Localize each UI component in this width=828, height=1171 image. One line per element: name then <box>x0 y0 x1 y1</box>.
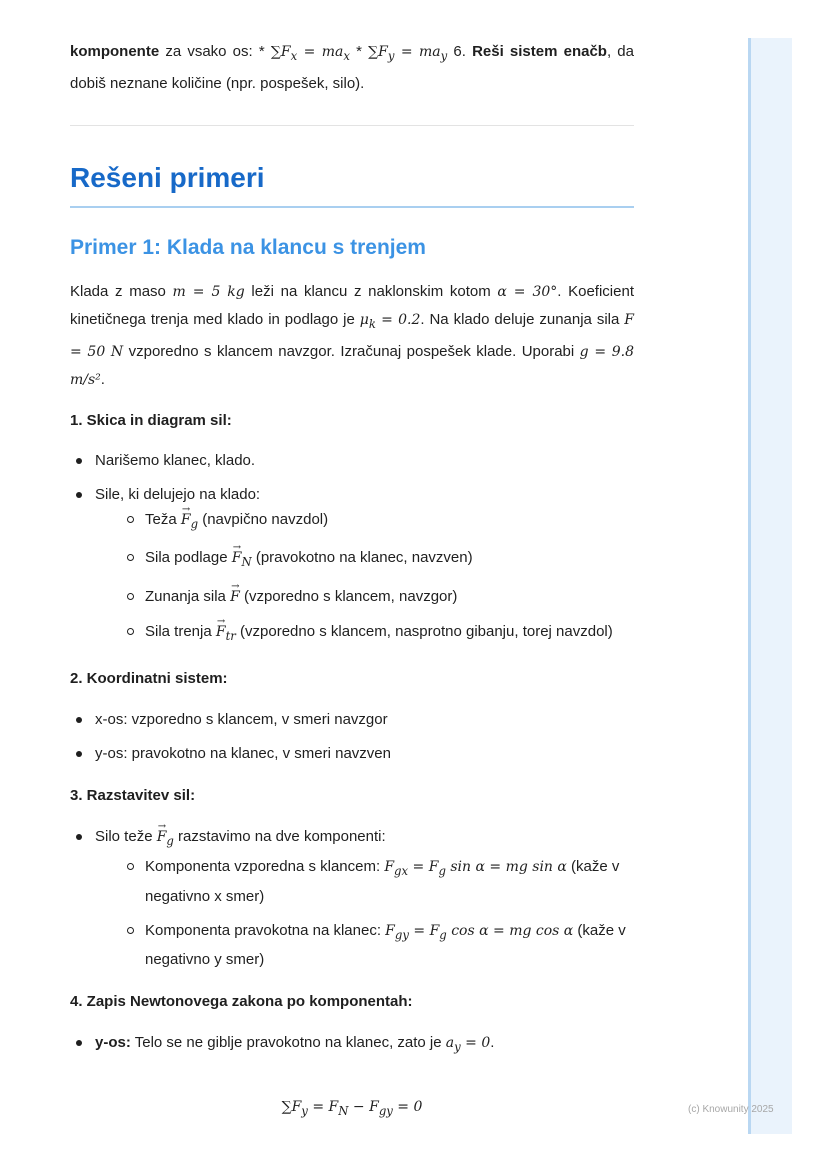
problem-paragraph: Klada z maso m = 5 kg leži na klancu z naklonskim kotom α = 30°. Koeficient kinetičnega trenja med klado in podlago je $\mu_k = 0.2$. Na klado deluje zunanja sila F = 50 N vzporedno s klancem navzgor. Izračunaj pospešek klade. Uporabi g = 9.8 m/s². <box>70 282 635 388</box>
list-item: Komponenta pravokotna na klanec: $F_{gy} = F_g$ cos α = mg cos α (kaže v negativno y smer) <box>95 918 634 973</box>
side-panel <box>748 38 792 1134</box>
acceleration-y-equation: $a_y = 0$ <box>445 1035 491 1055</box>
list-item: Sile, ki delujejo na klado: Teža → $F_g$ (navpično navzdol) Sila podlage → $F_N$ (pravokotno na klanec, navzven) Zunanja sila → F (vzporedno s klancem, navzgor) Sila trenja → $F_{tr}$ (vzporedno s klancem, nasprotno gibanju, torej navzdol) <box>70 482 634 649</box>
newton-y-equation: $\sum F_y = F_N - F_{gy} = 0$ <box>281 1099 423 1118</box>
list-item: Narišemo klanec, klado. <box>70 448 634 473</box>
intro-text-4: , da dobiš neznane količine (npr. pospešek, silo). <box>70 43 634 92</box>
list-item: Teža → $F_g$ (navpično navzdol) <box>95 507 634 537</box>
section-title: Rešeni primeri <box>70 161 265 193</box>
forces-sublist <box>95 507 634 649</box>
intro-eq-1: $\sum F_x = ma_x$ <box>270 44 350 63</box>
step2-list <box>70 707 634 766</box>
mass-value: m = 5 kg <box>172 283 245 300</box>
perpendicular-component-equation: $F_{gy} = F_g$ cos α = mg cos α <box>385 922 574 942</box>
step1-list <box>70 448 634 649</box>
list-item: y-os: pravokotno na klanec, v smeri navzven <box>70 741 634 766</box>
friction-coefficient: $\mu_k = 0.2$ <box>359 311 421 331</box>
weight-vector: → $F_g$ <box>157 825 174 854</box>
section-title-rule <box>70 206 634 208</box>
intro-bold-step: Reši sistem enačb <box>472 43 607 60</box>
step3-list <box>70 824 634 972</box>
step1-heading: 1. Skica in diagram sil: <box>70 411 232 429</box>
weight-vector: → $F_g$ <box>181 508 198 537</box>
list-item: Sila trenja → $F_{tr}$ (vzporedno s klancem, nasprotno gibanju, torej navzdol) <box>95 619 634 649</box>
list-item: x-os: vzporedno s klancem, v smeri navzgor <box>70 707 634 732</box>
gravity-value: g = 9.8 m/s² <box>70 343 635 388</box>
friction-force-vector: → $F_{tr}$ <box>216 620 236 649</box>
force-value: F = 50 N <box>70 311 634 360</box>
intro-eq-2: $\sum F_y = ma_y$ <box>368 44 448 63</box>
external-force-vector: → F <box>230 585 240 610</box>
intro-bold-start: komponente <box>70 43 160 60</box>
angle-value: α = 30° <box>497 283 558 300</box>
intro-text-2: * <box>349 43 369 60</box>
components-sublist <box>95 854 634 973</box>
list-item: Komponenta vzporedna s klancem: $F_{gx} = F_g$ sin α = mg sin α (kaže v negativno x smer) <box>95 854 634 909</box>
list-item: Sila podlage → $F_N$ (pravokotno na klanec, navzven) <box>95 545 634 575</box>
copyright-text: (c) Knowunity 2025 <box>688 1104 774 1115</box>
intro-text-3: 6. <box>447 43 473 60</box>
step2-heading: 2. Koordinatni sistem: <box>70 669 228 687</box>
step4-heading: 4. Zapis Newtonovega zakona po komponentah: <box>70 993 413 1011</box>
intro-text-1: za vsako os: * <box>159 43 271 60</box>
normal-force-vector: → $F_N$ <box>232 546 252 575</box>
document-content <box>70 38 634 1118</box>
example-title: Primer 1: Klada na klancu s trenjem <box>70 235 426 259</box>
side-rule <box>748 38 751 1134</box>
step4-list <box>70 1030 634 1060</box>
list-item: Silo teže → $F_g$ razstavimo na dve komponenti: Komponenta vzporedna s klancem: $F_{gx} = F_g$ sin α = mg sin α (kaže v negativno x smer) Komponenta pravokotna na klanec: $F_{gy} = F_g$ cos α = mg cos α (kaže v negativno y smer) <box>70 824 634 972</box>
step3-heading: 3. Razstavitev sil: <box>70 786 196 804</box>
list-item: Zunanja sila → F (vzporedno s klancem, navzgor) <box>95 584 634 610</box>
parallel-component-equation: $F_{gx} = F_g$ sin α = mg sin α <box>384 858 567 878</box>
intro-paragraph <box>70 38 634 97</box>
divider <box>70 125 634 126</box>
list-item: y-os: Telo se ne giblje pravokotno na klanec, zato je $a_y = 0$. <box>70 1030 634 1060</box>
